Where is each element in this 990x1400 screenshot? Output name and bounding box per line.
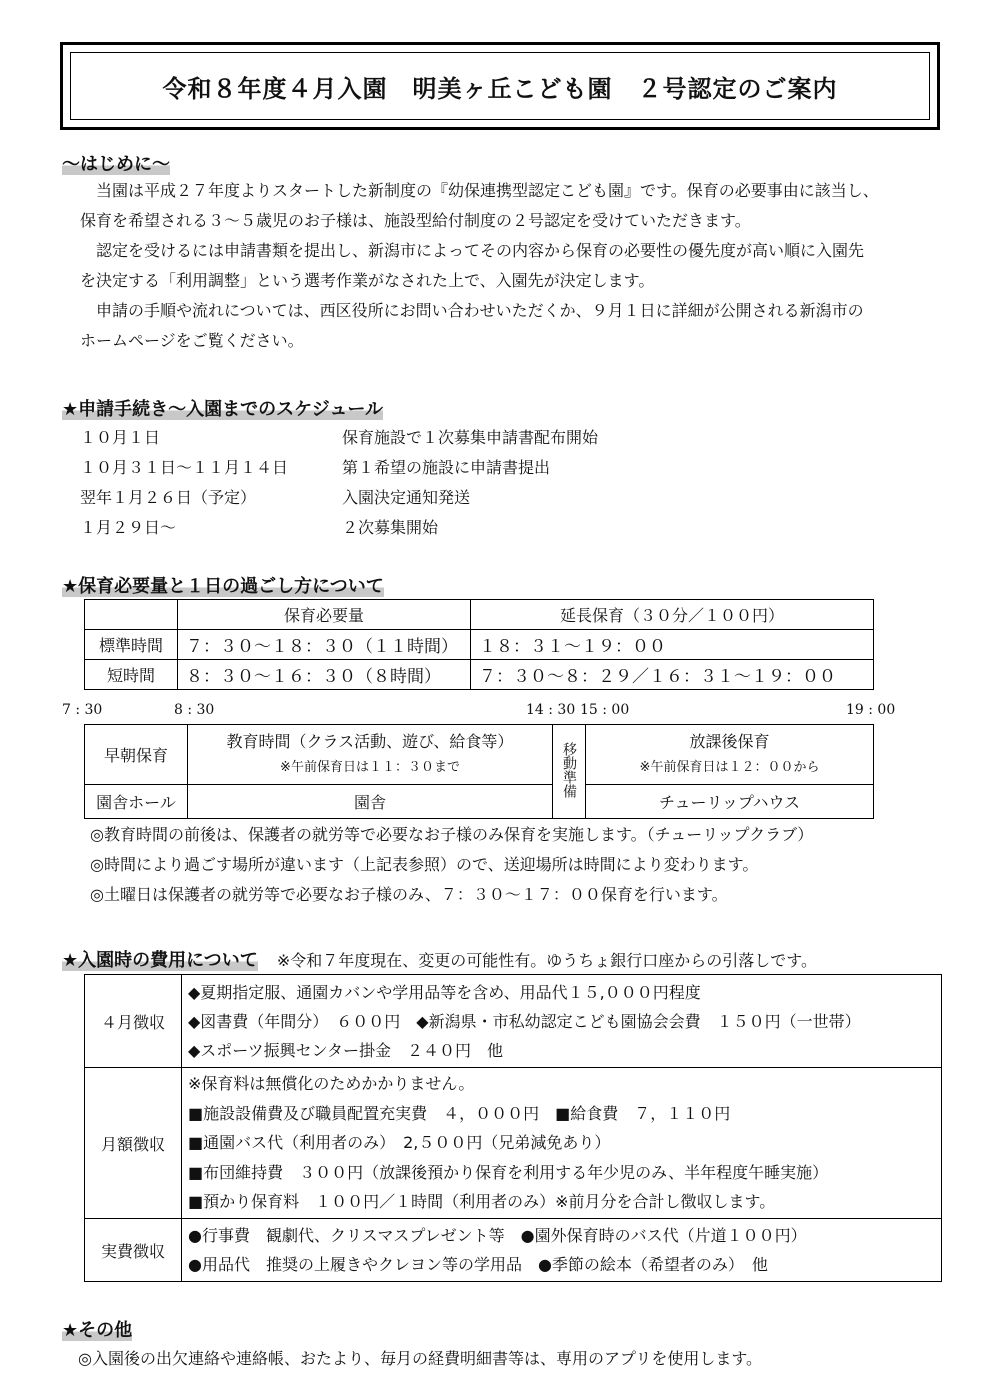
intro-line: ホームページをご覧ください。 — [80, 331, 304, 350]
fees-row-body — [182, 1219, 942, 1282]
schedule-event: 保育施設で１次募集申請書配布開始 — [342, 427, 599, 447]
schedule-event: 第１希望の施設に申請書提出 — [342, 457, 551, 477]
schedule-date: 翌年１月２６日（予定） — [80, 487, 257, 507]
schedule-row — [80, 421, 598, 451]
intro-heading — [62, 150, 170, 176]
intro-line: を決定する「利用調整」という選考作業がなされた上で、入園先が決定します。 — [80, 271, 655, 290]
fee-line: ■通園バス代（利用者のみ） 2,５００円（兄弟減免あり） — [188, 1133, 611, 1153]
move-prep-label: 移動準備 — [561, 741, 577, 798]
fees-row-label: 月額徴収 — [85, 1068, 182, 1219]
fee-line: ◆図書費（年間分） ６００円 ◆新潟県・市私幼認定こども園協会会費 １５０円（一世帯） — [188, 1011, 861, 1031]
fee-line: ■施設設備費及び職員配置充実費 ４，０００円 ■給食費 ７，１１０円 — [188, 1103, 731, 1123]
hours-required-value: ８：３０～１６：３０（８時間） — [178, 660, 471, 690]
hours-row — [85, 630, 874, 660]
schedule-date: １０月１日 — [80, 427, 161, 447]
place-main: 園舎 — [188, 785, 553, 819]
intro-line: 申請の手順や流れについては、西区役所にお問い合わせいただくか、９月１日に詳細が公開される新潟市の — [96, 301, 864, 320]
early-care-cell: 早朝保育 — [85, 725, 188, 785]
hours-heading-text: ★保育必要量と１日の過ごし方について — [62, 576, 384, 597]
other-line: ◎入園後の出欠連絡や連絡帳、おたより、毎月の経費明細書等は、専用のアプリを使用します。 — [78, 1349, 763, 1368]
place-row — [85, 785, 874, 819]
fee-line: ◆スポーツ振興センター掛金 ２４０円 他 — [188, 1040, 504, 1060]
fees-row-label: ４月徴収 — [85, 975, 182, 1068]
fee-line: ■預かり保育料 １００円／１時間（利用者のみ）※前月分を合計し徴収します。 — [188, 1192, 776, 1212]
hours-row-label: 標準時間 — [85, 630, 178, 660]
schedule-row — [80, 481, 598, 511]
hours-header-row — [85, 600, 874, 630]
education-time-cell — [188, 725, 553, 785]
place-early: 園舎ホール — [85, 785, 188, 819]
fees-note: ※令和７年度現在、変更の可能性有。ゆうちょ銀行口座からの引落しです。 — [276, 951, 818, 970]
hours-corner-cell — [85, 600, 178, 630]
after-school-label: 放課後保育 — [689, 731, 770, 751]
fees-row-label: 実費徴収 — [85, 1219, 182, 1282]
hours-extended-value: １８：３１～１９：００ — [471, 630, 874, 660]
other-heading — [62, 1316, 132, 1342]
intro-body — [80, 176, 879, 356]
fee-line: ※保育料は無償化のためかかりません。 — [188, 1074, 475, 1094]
intro-line: 当園は平成２７年度よりスタートした新制度の『幼保連携型認定こども園』です。保育の必要事由に該当し、 — [96, 181, 879, 200]
hours-row-label: 短時間 — [85, 660, 178, 690]
timeline-label: 8 : 30 — [174, 702, 215, 718]
fees-row-body — [182, 975, 942, 1068]
hours-heading — [62, 572, 384, 598]
timeline-label: 19 : 00 — [846, 702, 896, 718]
schedule-event: ２次募集開始 — [342, 517, 439, 537]
fee-line: ●行事費 観劇代、クリスマスプレゼント等 ●園外保育時のバス代（片道１００円） — [188, 1226, 807, 1245]
intro-line: 認定を受けるには申請書類を提出し、新潟市によってその内容から保育の必要性の優先度が高い順に入園先 — [96, 241, 865, 260]
fee-line: ●用品代 推奨の上履きやクレヨン等の学用品 ●季節の絵本（希望者のみ） 他 — [188, 1255, 768, 1274]
schedule-heading — [62, 395, 383, 421]
hours-extended-value: ７：３０～８：２９／１６：３１～１９：００ — [471, 660, 874, 690]
schedule-row — [80, 451, 598, 481]
hours-row — [85, 660, 874, 690]
fee-line: ◆夏期指定服、通園カバンや学用品等を含め、用品代１５,０００円程度 — [188, 982, 701, 1002]
after-school-note: ※午前保育日は１２：００から — [639, 759, 820, 775]
intro-line: 保育を希望される３～５歳児のお子様は、施設型給付制度の２号認定を受けていただきます。 — [80, 211, 751, 230]
day-flow-row — [85, 725, 874, 785]
schedule-heading-text: ★申請手続き～入園までのスケジュール — [62, 399, 384, 420]
timeline-label: 15 : 00 — [580, 702, 630, 718]
schedule-row — [80, 511, 598, 541]
hours-note: ◎土曜日は保護者の就労等で必要なお子様のみ、７：３０～１７：００保育を行います。 — [90, 885, 728, 904]
hours-note: ◎教育時間の前後は、保護者の就労等で必要なお子様のみ保育を実施します。（チューリップクラブ） — [90, 825, 814, 844]
schedule-date: １月２９日～ — [80, 517, 177, 537]
fees-heading — [62, 946, 817, 972]
fees-heading-text: ★入園時の費用について — [62, 950, 258, 971]
fees-row — [85, 1219, 942, 1282]
hours-note: ◎時間により過ごす場所が違います（上記表参照）ので、送迎場所は時間により変わります。 — [90, 855, 759, 874]
col-required: 保育必要量 — [178, 600, 471, 630]
fees-table — [84, 974, 942, 1282]
schedule-date: １０月３１日～１１月１４日 — [80, 457, 289, 477]
day-flow-table — [84, 724, 874, 819]
title-box — [60, 42, 940, 130]
after-school-cell — [586, 725, 874, 785]
other-heading-text: ★その他 — [62, 1320, 133, 1341]
fee-line: ■布団維持費 ３００円（放課後預かり保育を利用する年少児のみ、半年程度午睡実施） — [188, 1162, 829, 1182]
education-time-note: ※午前保育日は１１：３０まで — [280, 759, 460, 775]
schedule-table — [80, 421, 598, 541]
col-extended: 延長保育（３０分／１００円） — [471, 600, 874, 630]
fees-row — [85, 1068, 942, 1219]
hours-required-value: ７：３０～１８：３０（１１時間） — [178, 630, 471, 660]
intro-heading-text: ～はじめに～ — [62, 154, 170, 175]
move-prep-cell — [553, 725, 586, 819]
page-title: 令和８年度４月入園 明美ヶ丘こども園 ２号認定のご案内 — [162, 74, 838, 103]
hours-table — [84, 599, 874, 690]
schedule-event: 入園決定通知発送 — [342, 487, 471, 507]
title-inner-frame — [70, 52, 930, 120]
place-after: チューリップハウス — [586, 785, 874, 819]
hours-notes — [90, 820, 813, 910]
fees-row — [85, 975, 942, 1068]
timeline-label: 7 : 30 — [62, 702, 103, 718]
fees-row-body — [182, 1068, 942, 1219]
education-time-label: 教育時間（クラス活動、遊び、給食等） — [226, 731, 514, 751]
timeline-label: 14 : 30 — [526, 702, 576, 718]
